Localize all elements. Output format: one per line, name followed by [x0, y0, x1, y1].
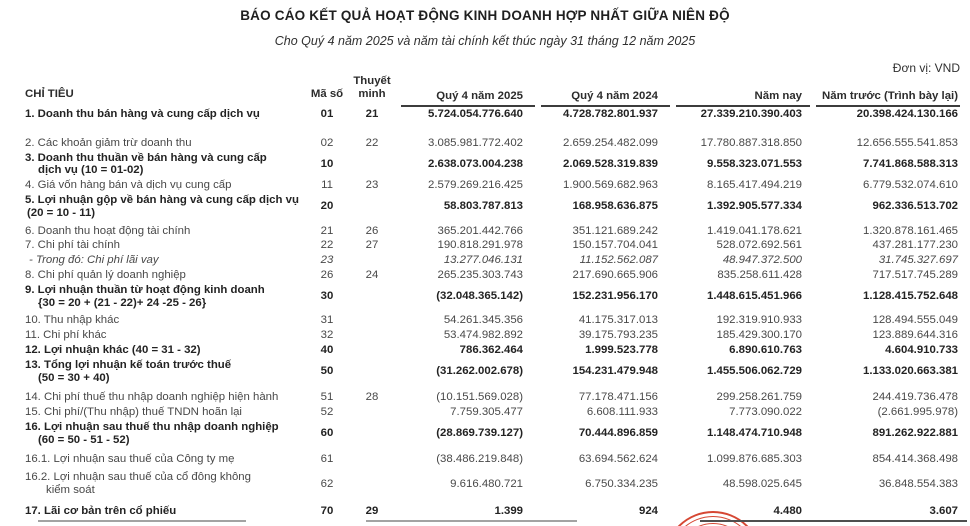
row-label: 16. Lợi nhuận sau thuế thu nhập doanh nghiệp (60 = 50 - 51 - 52): [25, 420, 279, 446]
row-q4-2025: 1.399: [494, 504, 523, 517]
row-q4-2025: (32.048.365.142): [436, 290, 523, 303]
row-nam-truoc: 1.320.878.161.465: [862, 224, 958, 237]
row-ma-so: 31: [320, 314, 334, 327]
row-nam-nay: 1.148.474.710.948: [706, 427, 802, 440]
row-thuyet-minh: [349, 448, 395, 467]
row-ma-so: 23: [320, 254, 334, 267]
row-label: 2. Các khoản giảm trừ doanh thu: [25, 136, 192, 149]
row-thuyet-minh: 24: [365, 268, 379, 281]
row-q4-2024: 39.175.793.235: [578, 329, 658, 342]
row-thuyet-minh: [349, 253, 395, 268]
row-label: 3. Doanh thu thuần về bán hàng và cung cấp dịch vụ (10 = 01-02): [25, 151, 267, 177]
row-q4-2025: 53.474.982.892: [443, 329, 523, 342]
row-nam-nay: 1.392.905.577.334: [706, 200, 802, 213]
table-row: [25, 405, 960, 420]
row-ma-so: 20: [320, 200, 334, 213]
row-q4-2024: 1.999.523.778: [585, 343, 658, 356]
row-nam-truoc: 891.262.922.881: [872, 427, 958, 440]
row-nam-truoc: 854.414.368.498: [872, 452, 958, 465]
row-nam-truoc: 962.336.513.702: [872, 200, 958, 213]
row-q4-2025: (28.869.739.127): [436, 427, 523, 440]
row-nam-nay: 17.780.887.318.850: [700, 136, 802, 149]
row-q4-2025: 786.362.464: [459, 343, 523, 356]
row-thuyet-minh: [349, 310, 395, 328]
row-ma-so: 70: [320, 504, 334, 517]
row-q4-2025: (38.486.219.848): [436, 452, 523, 465]
row-q4-2024: 924: [638, 504, 658, 517]
table-body: [25, 107, 960, 519]
row-q4-2024: 2.069.528.319.839: [562, 157, 658, 170]
row-nam-nay: 1.419.041.178.621: [706, 224, 802, 237]
row-label: 12. Lợi nhuận khác (40 = 31 - 32): [25, 343, 201, 356]
row-ma-so: 01: [320, 108, 334, 120]
row-label: 17. Lãi cơ bản trên cổ phiếu: [25, 504, 177, 517]
column-header-chi-tieu: CHỈ TIÊU: [25, 88, 74, 100]
row-label: 5. Lợi nhuận gộp về bán hàng và cung cấp dịch vụ (20 = 10 - 11): [25, 193, 299, 219]
row-thuyet-minh: [349, 405, 395, 420]
currency-unit-label: Đơn vị: VND: [892, 61, 960, 75]
row-thuyet-minh: [349, 358, 395, 386]
row-q4-2025: 9.616.480.721: [450, 477, 523, 490]
column-header-nam-truoc: Năm trước (Trình bày lại): [810, 75, 960, 107]
table-row: [25, 238, 960, 253]
row-nam-nay: 528.072.692.561: [716, 239, 802, 252]
row-thuyet-minh: 29: [365, 504, 379, 517]
row-label: - Trong đó: Chi phí lãi vay: [29, 254, 159, 267]
row-label: 8. Chi phí quản lý doanh nghiệp: [25, 268, 186, 281]
row-ma-so: 40: [320, 343, 334, 356]
row-nam-nay: 48.947.372.500: [722, 254, 802, 267]
row-label: 16.2. Lợi nhuận sau thuế của cổ đông không kiểm soát: [25, 471, 251, 497]
table-row: [25, 328, 960, 343]
row-q4-2024: 6.608.111.933: [586, 406, 658, 419]
row-nam-nay: 7.773.090.022: [729, 406, 802, 419]
row-label: 15. Chi phí/(Thu nhập) thuế TNDN hoãn lại: [25, 406, 242, 419]
row-ma-so: 26: [320, 268, 334, 281]
row-nam-truoc: 12.656.555.541.853: [856, 136, 958, 149]
table-row: [25, 268, 960, 283]
row-nam-truoc: 717.517.745.289: [872, 268, 958, 281]
row-q4-2024: 217.690.665.906: [572, 268, 658, 281]
row-thuyet-minh: [349, 151, 395, 179]
row-q4-2025: 265.235.303.743: [437, 268, 523, 281]
row-ma-so: 61: [320, 452, 334, 465]
row-ma-so: 52: [320, 406, 334, 419]
row-ma-so: 02: [320, 136, 334, 149]
table-row: [25, 253, 960, 268]
row-nam-truoc: 31.745.327.697: [878, 254, 958, 267]
row-q4-2024: 152.231.956.170: [572, 290, 658, 303]
row-q4-2025: 13.277.046.131: [443, 254, 523, 267]
row-nam-nay: 185.429.300.170: [716, 329, 802, 342]
row-q4-2024: 1.900.569.682.963: [562, 179, 658, 192]
row-nam-nay: 9.558.323.071.553: [706, 157, 802, 170]
row-thuyet-minh: [349, 283, 395, 311]
row-thuyet-minh: 27: [365, 239, 379, 252]
row-nam-truoc: (2.661.995.978): [877, 406, 958, 419]
table-row: [25, 178, 960, 193]
row-nam-truoc: 3.607: [929, 504, 958, 517]
table-row: [25, 221, 960, 239]
row-q4-2025: 365.201.442.766: [437, 224, 523, 237]
row-q4-2025: 2.579.269.216.425: [427, 179, 523, 192]
row-q4-2024: 2.659.254.482.099: [562, 136, 658, 149]
row-q4-2024: 6.750.334.235: [585, 477, 658, 490]
row-nam-truoc: 4.604.910.733: [885, 343, 958, 356]
row-label: 1. Doanh thu bán hàng và cung cấp dịch vụ: [25, 108, 260, 120]
table-row: [25, 310, 960, 328]
row-q4-2025: (10.151.569.028): [436, 391, 523, 404]
column-header-thuyet-minh: Thuyết minh: [353, 75, 391, 100]
table-row: [25, 466, 960, 498]
row-thuyet-minh: [349, 193, 395, 221]
row-label: 6. Doanh thu hoạt động tài chính: [25, 224, 191, 237]
row-q4-2025: 2.638.073.004.238: [427, 157, 523, 170]
table-row: [25, 151, 960, 179]
row-nam-nay: 4.480: [773, 504, 802, 517]
row-q4-2024: 168.958.636.875: [572, 200, 658, 213]
bottom-rule-middle: [366, 520, 577, 522]
table-row: [25, 358, 960, 386]
table-row: [25, 385, 960, 405]
table-row: [25, 420, 960, 448]
row-thuyet-minh: [349, 343, 395, 358]
row-nam-nay: 835.258.611.428: [717, 268, 802, 281]
row-nam-nay: 6.890.610.763: [729, 343, 802, 356]
row-label: 13. Tổng lợi nhuận kế toán trước thuế (50 = 30 + 40): [25, 358, 232, 384]
page-title: BÁO CÁO KẾT QUẢ HOẠT ĐỘNG KINH DOANH HỢP NHẤT GIỮA NIÊN ĐỘ: [240, 8, 730, 23]
row-thuyet-minh: 23: [365, 179, 379, 192]
column-header-q4-2025: Quý 4 năm 2025: [395, 75, 535, 107]
row-q4-2024: 351.121.689.242: [572, 224, 658, 237]
row-q4-2024: 154.231.479.948: [572, 365, 658, 378]
row-q4-2025: 54.261.345.356: [443, 314, 523, 327]
row-thuyet-minh: 22: [365, 136, 379, 149]
row-nam-nay: 1.455.506.062.729: [706, 365, 802, 378]
row-ma-so: 11: [321, 179, 333, 192]
column-header-ma-so: Mã số: [310, 88, 344, 100]
row-label: 14. Chi phí thuế thu nhập doanh nghiệp hiện hành: [25, 391, 279, 404]
row-label: 11. Chi phí khác: [25, 329, 107, 342]
row-thuyet-minh: 21: [365, 108, 379, 120]
row-nam-nay: 8.165.417.494.219: [706, 179, 802, 192]
row-nam-nay: 27.339.210.390.403: [700, 108, 802, 120]
row-q4-2024: 11.152.562.087: [579, 254, 658, 267]
row-nam-truoc: 7.741.868.588.313: [862, 157, 958, 170]
row-nam-nay: 1.448.615.451.966: [706, 290, 802, 303]
row-q4-2025: 3.085.981.772.402: [427, 136, 523, 149]
row-nam-truoc: 36.848.554.383: [878, 477, 958, 490]
row-q4-2025: 190.818.291.978: [437, 239, 523, 252]
table-header-row: [25, 75, 960, 107]
row-nam-nay: 192.319.910.933: [716, 314, 802, 327]
table-row: [25, 498, 960, 519]
bottom-rule-left: [38, 520, 246, 522]
row-ma-so: 10: [320, 157, 334, 170]
row-nam-truoc: 1.128.415.752.648: [862, 290, 958, 303]
row-nam-truoc: 1.133.020.663.381: [862, 365, 958, 378]
row-ma-so: 30: [320, 290, 334, 303]
row-thuyet-minh: [349, 466, 395, 498]
row-nam-truoc: 244.419.736.478: [872, 391, 958, 404]
row-nam-truoc: 437.281.177.230: [872, 239, 958, 252]
bottom-rule-right: [700, 520, 967, 523]
row-nam-nay: 1.099.876.685.303: [706, 452, 802, 465]
row-ma-so: 32: [320, 329, 334, 342]
row-nam-truoc: 128.494.555.049: [872, 314, 958, 327]
row-ma-so: 22: [320, 239, 334, 252]
row-q4-2024: 77.178.471.156: [578, 391, 658, 404]
row-nam-truoc: 6.779.532.074.610: [862, 179, 958, 192]
column-header-q4-2024: Quý 4 năm 2024: [535, 75, 670, 107]
row-label: 16.1. Lợi nhuận sau thuế của Công ty mẹ: [25, 452, 235, 465]
row-ma-so: 21: [320, 224, 334, 237]
row-nam-truoc: 20.398.424.130.166: [856, 108, 958, 120]
row-thuyet-minh: [349, 328, 395, 343]
report-period-subtitle: Cho Quý 4 năm 2025 và năm tài chính kết thúc ngày 31 tháng 12 năm 2025: [274, 34, 696, 48]
row-ma-so: 60: [320, 427, 334, 440]
row-q4-2024: 150.157.704.041: [572, 239, 658, 252]
row-ma-so: 50: [320, 365, 334, 378]
row-nam-truoc: 123.889.644.316: [872, 329, 958, 342]
row-label: 9. Lợi nhuận thuần từ hoạt động kinh doanh {30 = 20 + (21 - 22)+ 24 -25 - 26}: [25, 283, 265, 309]
table-row: [25, 283, 960, 311]
row-q4-2025: (31.262.002.678): [436, 365, 523, 378]
row-thuyet-minh: 26: [365, 224, 379, 237]
row-q4-2025: 58.803.787.813: [443, 200, 523, 213]
row-label: 10. Thu nhập khác: [25, 314, 120, 327]
row-q4-2025: 5.724.054.776.640: [427, 108, 523, 120]
row-thuyet-minh: 28: [365, 391, 379, 404]
income-statement-table: [25, 75, 960, 519]
row-nam-nay: 299.258.261.759: [716, 391, 802, 404]
table-row: [25, 448, 960, 467]
column-header-nam-nay: Năm nay: [670, 75, 810, 107]
row-label: 4. Giá vốn hàng bán và dịch vụ cung cấp: [25, 179, 232, 192]
row-ma-so: 51: [320, 391, 334, 404]
row-q4-2024: 63.694.562.624: [578, 452, 658, 465]
row-label: 7. Chi phí tài chính: [25, 239, 120, 252]
row-nam-nay: 48.598.025.645: [722, 477, 802, 490]
row-ma-so: 62: [320, 477, 334, 490]
table-row: [25, 343, 960, 358]
row-q4-2024: 4.728.782.801.937: [562, 108, 658, 120]
table-row: [25, 107, 960, 122]
row-q4-2024: 41.175.317.013: [578, 314, 658, 327]
row-q4-2024: 70.444.896.859: [578, 427, 658, 440]
row-thuyet-minh: [349, 420, 395, 448]
table-row: [25, 122, 960, 151]
row-q4-2025: 7.759.305.477: [450, 406, 523, 419]
table-row: [25, 193, 960, 221]
